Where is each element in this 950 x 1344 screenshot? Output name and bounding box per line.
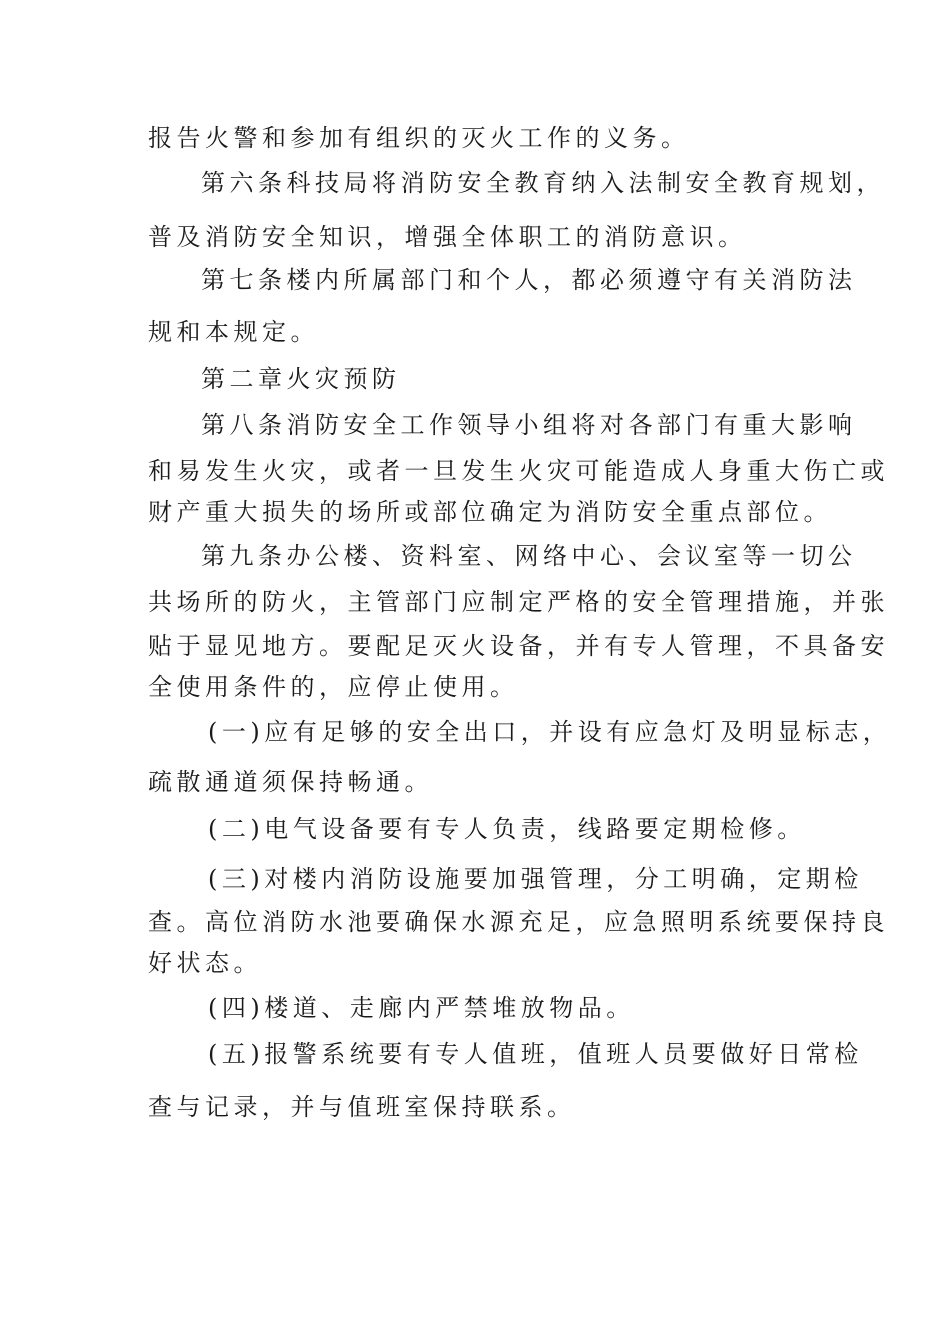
- text-line: 共场所的防火，主管部门应制定严格的安全管理措施，并张: [148, 588, 889, 616]
- list-item: (二)电气设备要有专人负责，线路要定期检修。: [208, 815, 806, 843]
- list-item: (三)对楼内消防设施要加强管理，分工明确，定期检: [208, 865, 863, 893]
- list-item: (五)报警系统要有专人值班，值班人员要做好日常检: [208, 1040, 863, 1068]
- section-heading: 第二章火灾预防: [201, 365, 401, 393]
- list-item: (一)应有足够的安全出口，并设有应急灯及明显标志，: [208, 718, 892, 746]
- text-line: 规和本规定。: [148, 318, 319, 346]
- text-line: 财产重大损失的场所或部位确定为消防安全重点部位。: [148, 498, 832, 526]
- list-item: (四)楼道、走廊内严禁堆放物品。: [208, 994, 635, 1022]
- text-line: 疏散通道须保持畅通。: [148, 768, 433, 796]
- text-line: 第六条科技局将消防安全教育纳入法制安全教育规划，: [201, 169, 885, 197]
- text-line: 查。高位消防水池要确保水源充足，应急照明系统要保持良: [148, 908, 889, 936]
- text-line: 好状态。: [148, 949, 262, 977]
- text-line: 第八条消防安全工作领导小组将对各部门有重大影响: [201, 411, 857, 439]
- text-line: 查与记录，并与值班室保持联系。: [148, 1093, 576, 1121]
- text-line: 第九条办公楼、资料室、网络中心、会议室等一切公: [201, 542, 857, 570]
- text-line: 全使用条件的，应停止使用。: [148, 673, 519, 701]
- text-line: 报告火警和参加有组织的灭火工作的义务。: [148, 124, 690, 152]
- text-line: 和易发生火灾，或者一旦发生火灾可能造成人身重大伤亡或: [148, 457, 889, 485]
- text-line: 贴于显见地方。要配足灭火设备，并有专人管理，不具备安: [148, 632, 889, 660]
- text-line: 第七条楼内所属部门和个人，都必须遵守有关消防法: [201, 266, 857, 294]
- text-line: 普及消防安全知识，增强全体职工的消防意识。: [148, 223, 747, 251]
